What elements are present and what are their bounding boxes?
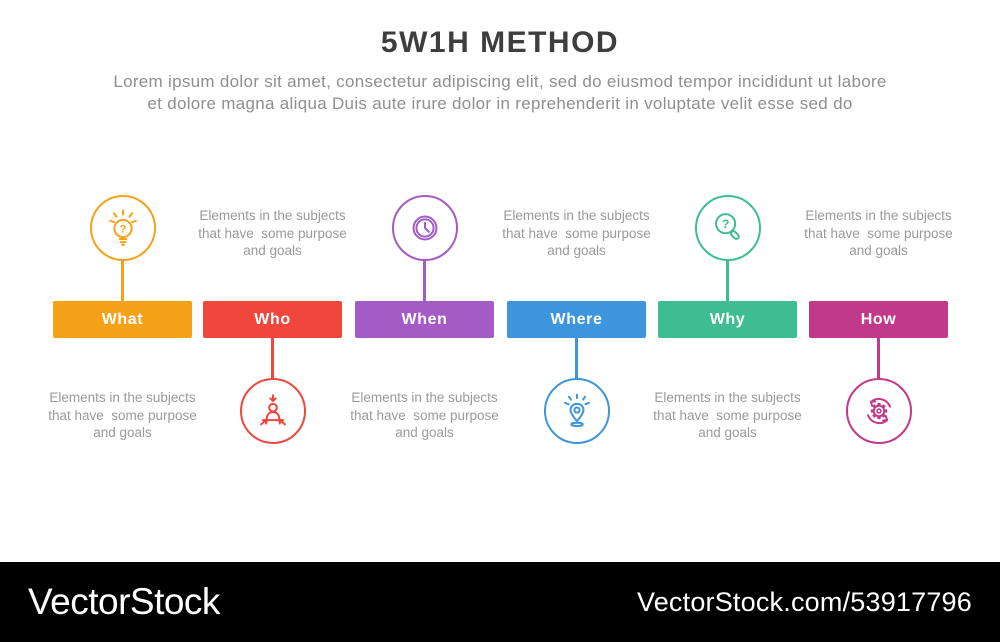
why-desc-line-1: Elements in the subjects — [654, 390, 801, 405]
who-desc-line-1: Elements in the subjects — [199, 208, 346, 223]
when-desc-line-2: that have some purpose — [350, 407, 499, 423]
how-bar-label: How — [860, 310, 897, 328]
who-description — [194, 207, 352, 260]
how-desc-line-2: that have some purpose — [804, 225, 953, 241]
subtitle — [0, 71, 1000, 115]
location-pin-icon — [556, 390, 598, 432]
column-why — [653, 195, 802, 445]
where-bar-label: Where — [550, 310, 603, 328]
who-desc-line-3: and goals — [243, 243, 302, 258]
who-desc-line-2: that have some purpose — [198, 225, 347, 241]
gear-sync-icon — [858, 390, 900, 432]
how-description — [800, 207, 958, 260]
where-desc-line-3: and goals — [547, 243, 606, 258]
idea-bulb-question-icon — [102, 207, 144, 249]
column-where — [502, 195, 651, 445]
watermark-bar — [0, 562, 1000, 642]
why-bar — [658, 301, 797, 338]
column-what — [48, 195, 197, 445]
when-bar — [355, 301, 494, 338]
why-description — [649, 389, 807, 442]
what-desc-line-1: Elements in the subjects — [49, 390, 196, 405]
why-connector-line — [726, 259, 729, 301]
when-desc-line-3: and goals — [395, 425, 454, 440]
what-desc-line-2: that have some purpose — [48, 407, 197, 423]
who-icon-circle — [240, 378, 306, 444]
how-bar — [809, 301, 948, 338]
why-desc-line-3: and goals — [698, 425, 757, 440]
who-bar-label: Who — [254, 310, 291, 328]
why-desc-line-2: that have some purpose — [653, 407, 802, 423]
when-bar-label: When — [401, 310, 448, 328]
how-connector-line — [877, 338, 880, 380]
person-focus-arrows-icon — [252, 390, 294, 432]
what-connector-line — [121, 259, 124, 301]
vectorstock-logo: VectorStock — [28, 581, 220, 622]
what-bar — [53, 301, 192, 338]
vectorstock-credit-url: VectorStock.com/53917796 — [636, 586, 972, 617]
svg-text:?: ? — [119, 223, 126, 236]
where-bar — [507, 301, 646, 338]
header — [0, 26, 1000, 115]
who-connector-line — [271, 338, 274, 380]
column-who — [198, 195, 347, 445]
what-description — [44, 389, 202, 442]
when-desc-line-1: Elements in the subjects — [351, 390, 498, 405]
why-icon-circle — [695, 195, 761, 261]
what-bar-label: What — [101, 310, 144, 328]
how-icon-circle — [846, 378, 912, 444]
when-description — [346, 389, 504, 442]
svg-text:?: ? — [721, 217, 729, 231]
where-icon-circle — [544, 378, 610, 444]
where-desc-line-2: that have some purpose — [502, 225, 651, 241]
column-how — [804, 195, 953, 445]
how-desc-line-1: Elements in the subjects — [805, 208, 952, 223]
where-connector-line — [575, 338, 578, 380]
what-icon-circle — [90, 195, 156, 261]
who-bar — [203, 301, 342, 338]
column-when — [350, 195, 499, 445]
subtitle-line-1: Lorem ipsum dolor sit amet, consectetur adipiscing elit, sed do eiusmod tempor incididunt ut labore — [113, 72, 887, 91]
where-desc-line-1: Elements in the subjects — [503, 208, 650, 223]
subtitle-line-2: et dolore magna aliqua Duis aute irure dolor in reprehenderit in voluptate velit esse sed do — [147, 94, 853, 113]
how-desc-line-3: and goals — [849, 243, 908, 258]
magnifier-question-icon — [707, 207, 749, 249]
when-connector-line — [423, 259, 426, 301]
why-bar-label: Why — [709, 310, 746, 328]
when-icon-circle — [392, 195, 458, 261]
where-description — [498, 207, 656, 260]
what-desc-line-3: and goals — [93, 425, 152, 440]
clock-icon — [404, 207, 446, 249]
page-title: 5W1H METHOD — [380, 26, 620, 59]
